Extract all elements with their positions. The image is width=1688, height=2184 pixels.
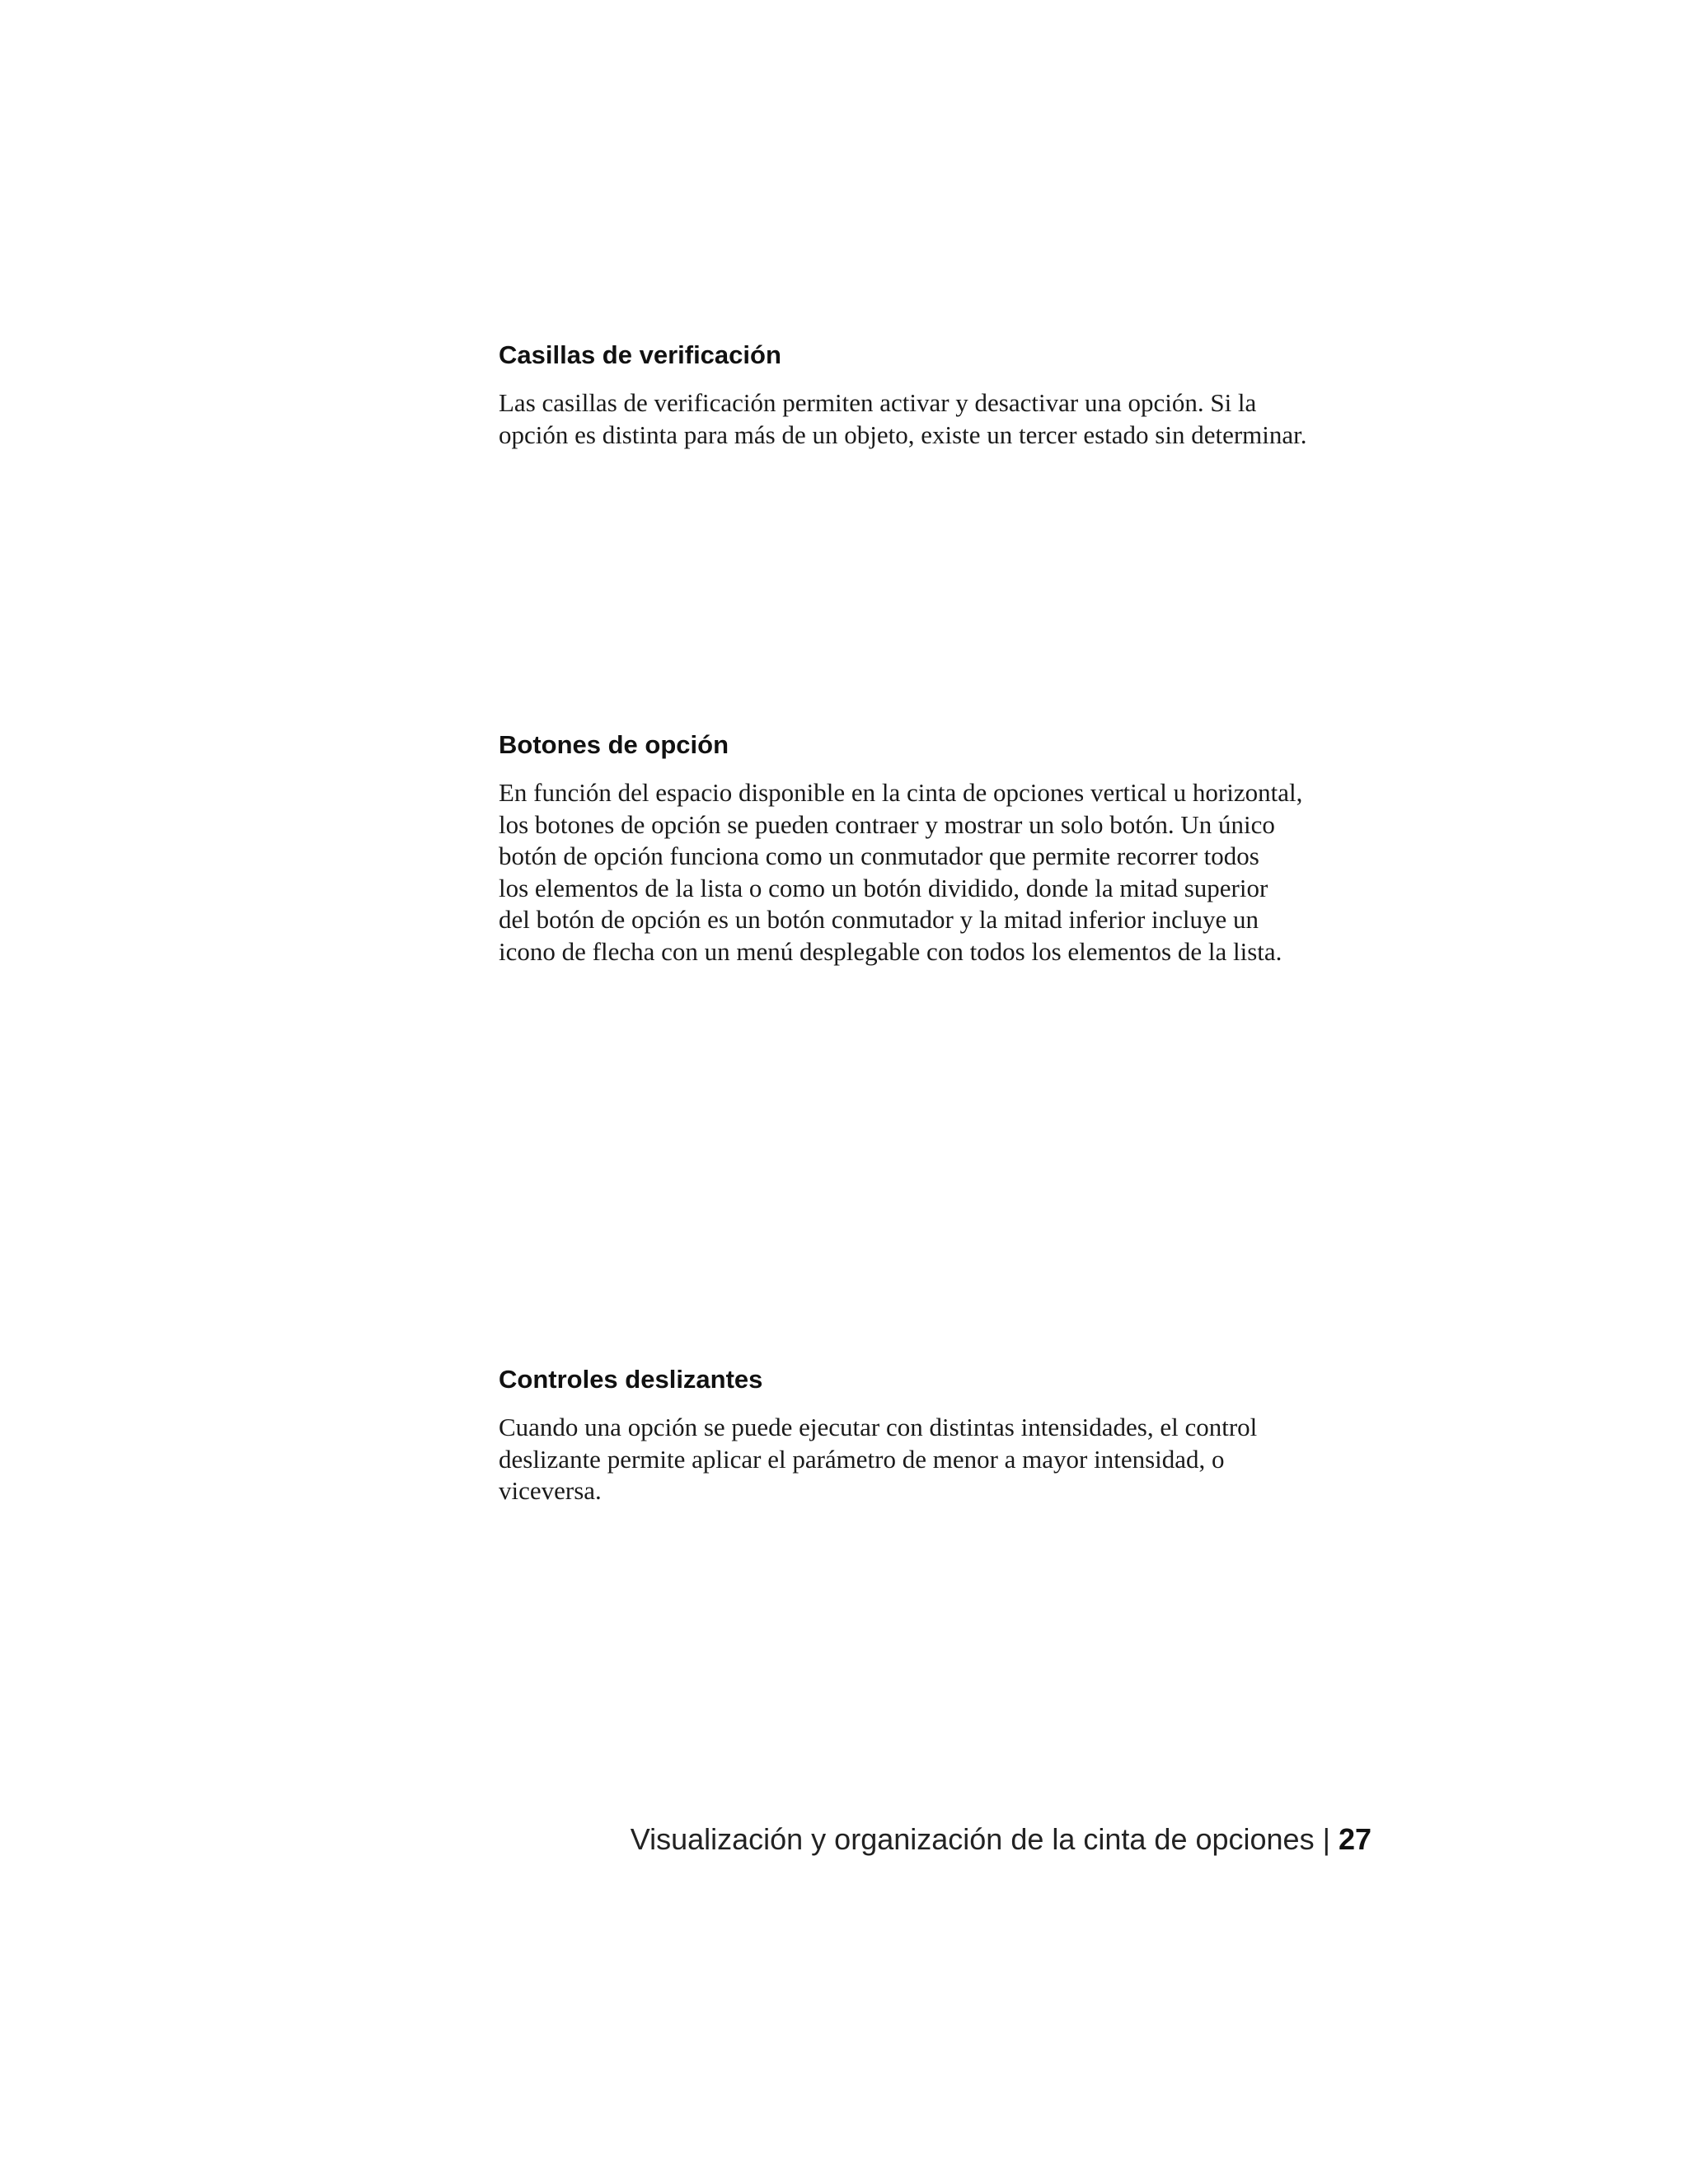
section-paragraph [499, 1412, 1389, 1507]
footer-separator: | [1322, 1822, 1330, 1856]
section-paragraph [499, 777, 1389, 968]
section-radio-buttons [499, 729, 1389, 968]
paragraph-line: deslizante permite aplicar el parámetro de menor a mayor intensidad, o [499, 1444, 1225, 1474]
section-paragraph [499, 387, 1389, 451]
section-heading: Botones de opción [499, 730, 729, 759]
section-checkboxes [499, 340, 1389, 451]
paragraph-line: Las casillas de verificación permiten activar y desactivar una opción. Si la [499, 388, 1257, 417]
page-number: 27 [1338, 1822, 1372, 1856]
paragraph-line: los elementos de la lista o como un botón dividido, donde la mitad superior [499, 873, 1268, 902]
paragraph-line: los botones de opción se pueden contraer y mostrar un solo botón. Un único [499, 809, 1275, 839]
section-heading: Controles deslizantes [499, 1365, 763, 1394]
page-footer [631, 1821, 1372, 1858]
paragraph-line: viceversa. [499, 1476, 602, 1505]
section-sliders [499, 1364, 1389, 1507]
section-heading: Casillas de verificación [499, 340, 781, 369]
paragraph-line: botón de opción funciona como un conmutador que permite recorrer todos [499, 841, 1259, 870]
paragraph-line: Cuando una opción se puede ejecutar con distintas intensidades, el control [499, 1413, 1258, 1441]
footer-chapter-title: Visualización y organización de la cinta de opciones [630, 1822, 1315, 1856]
paragraph-line: icono de flecha con un menú desplegable con todos los elementos de la lista. [499, 936, 1282, 966]
paragraph-line: del botón de opción es un botón conmutador y la mitad inferior incluye un [499, 905, 1259, 934]
paragraph-line: En función del espacio disponible en la cinta de opciones vertical u horizontal, [499, 778, 1303, 807]
paragraph-line: opción es distinta para más de un objeto, existe un tercer estado sin determinar. [499, 419, 1307, 449]
